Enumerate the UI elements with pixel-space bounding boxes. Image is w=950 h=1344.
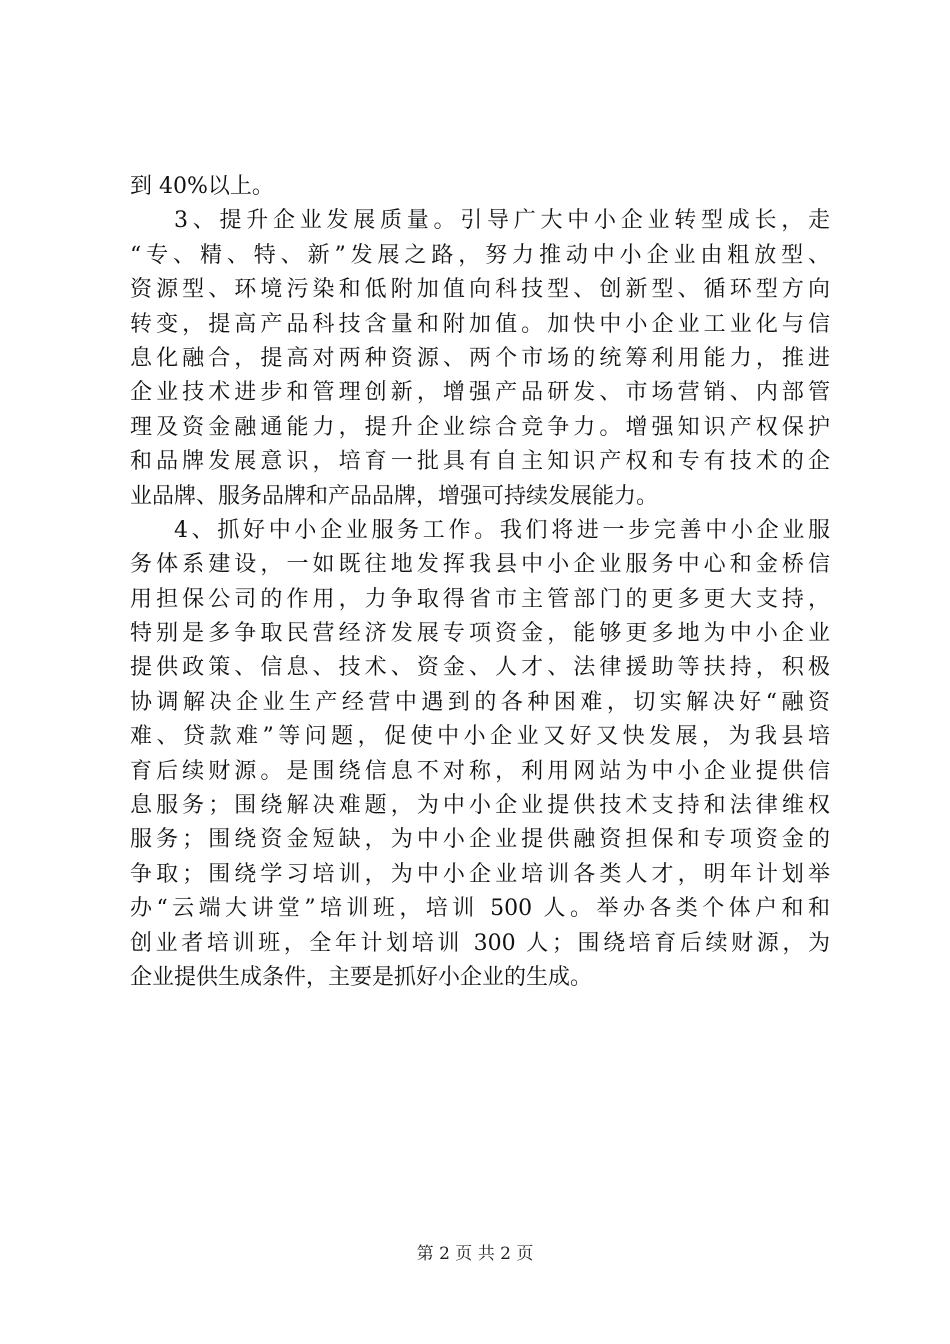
text-line: 特别是多争取民营经济发展专项资金，能够更多地为中小企业 [130,621,830,647]
text-line: 服务；围绕资金短缺，为中小企业提供融资担保和专项资金的 [130,827,830,853]
text-line: “专、精、特、新”发展之路，努力推动中小企业由粗放型、 [130,242,830,268]
page-footer: 第 2 页 共 2 页 [416,1244,534,1264]
text-line: 难、贷款难”等问题，促使中小企业又好又快发展，为我县培 [130,724,830,750]
text-line: 创业者培训班，全年计划培训 300 人；围绕培育后续财源，为 [130,930,830,956]
text-line: 息服务；围绕解决难题，为中小企业提供技术支持和法律维权 [130,793,830,819]
text-line: 提供政策、信息、技术、资金、人才、法律援助等扶持，积极 [130,655,830,681]
text-line: 务体系建设，一如既往地发挥我县中小企业服务中心和金桥信 [130,552,830,578]
text-line: 理及资金融通能力，提升企业综合竞争力。增强知识产权保护 [130,414,830,440]
text-line: 到 40%以上。 [130,174,274,199]
text-line: 3、提升企业发展质量。引导广大中小企业转型成长，走 [174,208,830,234]
text-line: 4、抓好中小企业服务工作。我们将进一步完善中小企业服 [174,517,830,543]
text-line: 企业技术进步和管理创新，增强产品研发、市场营销、内部管 [130,380,830,406]
text-line: 业品牌、服务品牌和产品品牌，增强可持续发展能力。 [130,483,659,509]
text-line: 用担保公司的作用，力争取得省市主管部门的更多更大支持， [130,586,830,612]
text-line: 和品牌发展意识，培育一批具有自主知识产权和专有技术的企 [130,449,830,475]
text-line: 企业提供生成条件，主要是抓好小企业的生成。 [130,964,593,990]
text-line: 争取；围绕学习培训，为中小企业培训各类人才，明年计划举 [130,861,830,887]
body-text [130,170,830,995]
text-line: 协调解决企业生产经营中遇到的各种困难，切实解决好“融资 [130,689,830,715]
text-line: 转变，提高产品科技含量和附加值。加快中小企业工业化与信 [130,311,830,337]
text-line: 息化融合，提高对两种资源、两个市场的统筹利用能力，推进 [130,345,830,371]
text-line: 办“云端大讲堂”培训班，培训 500 人。举办各类个体户和和 [130,896,830,922]
text-line: 育后续财源。是围绕信息不对称，利用网站为中小企业提供信 [130,758,830,784]
text-line: 资源型、环境污染和低附加值向科技型、创新型、循环型方向 [130,277,830,303]
